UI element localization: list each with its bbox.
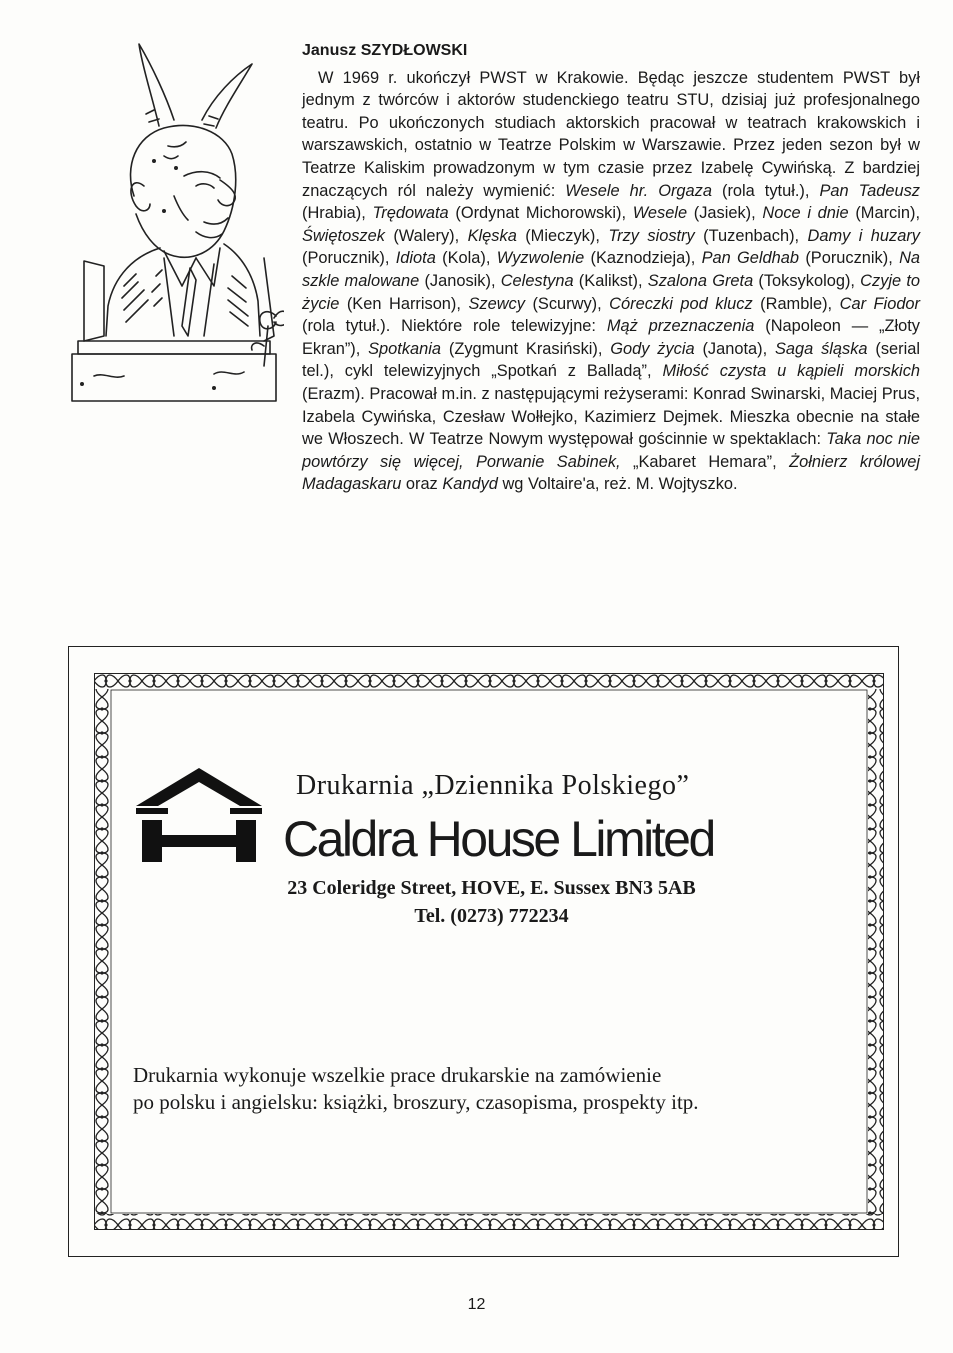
bio-text-segment: (Walery), [384, 226, 468, 245]
work-title: Saga śląska [774, 339, 868, 358]
work-title: Klęska [467, 226, 517, 245]
bio-text-segment: (rola tytuł.). Niektóre role telewizyjne: [302, 317, 607, 336]
bio-text-segment: (serial tel.), cykl telewizyjnych „Spotkań z Balladą”, [302, 339, 921, 381]
ad-title: Drukarnia „Dziennika Polskiego” [296, 770, 690, 801]
bio-text-segment: (rola tytuł.), [711, 181, 820, 200]
bio-text-segment: (Kola), [435, 249, 497, 268]
bio-text-segment: (Janota), [694, 339, 775, 358]
bio-text-segment: (Marcin), [848, 204, 920, 223]
work-title: Wyzwolenie [496, 249, 585, 268]
work-title: Wesele [632, 204, 688, 223]
caricature-illustration [64, 36, 284, 406]
work-title: Damy i huzary [807, 226, 920, 245]
work-title: Miłość czysta u kąpieli morskich [662, 362, 920, 381]
bio-text-segment: (Porucznik), [302, 249, 396, 268]
ad-address: 23 Coleridge Street, HOVE, E. Sussex BN3 5AB [287, 877, 696, 899]
bio-text-segment: (Kalikst), [573, 271, 648, 290]
work-title: Szewcy [468, 294, 525, 313]
bio-text-segment: (Toksykolog), [753, 271, 861, 290]
bio-text-segment: (Kaznodzieja), [584, 249, 702, 268]
ad-description-line: Drukarnia wykonuje wszelkie prace drukarskie na zamówienie [133, 1063, 662, 1087]
work-title: Świętoszek [302, 226, 385, 245]
work-title: Córeczki pod klucz [609, 294, 753, 313]
bio-text-segment: „Kabaret Hemara”, [620, 452, 790, 471]
work-title: Żołnierz królowej Madagaskaru [302, 452, 920, 494]
work-title: Taka noc nie powtórzy się więcej, Porwanie Sabinek, [302, 430, 920, 471]
work-title: Car Fiodor [839, 294, 921, 313]
actor-biography [302, 40, 920, 496]
biography-paragraph [302, 67, 920, 496]
bio-text-segment: (Ramble), [752, 294, 840, 313]
work-title: Kandyd [442, 475, 498, 494]
work-title: Idiota [395, 249, 436, 268]
page-number: 12 [467, 1296, 486, 1313]
bio-text-segment: (Tuzenbach), [694, 226, 808, 245]
bio-text-segment: (Jasiek), [687, 204, 763, 223]
work-title: Trędowata [372, 204, 449, 223]
bio-text-segment: W 1969 r. ukończył PWST w Krakowie. Będąc jeszcze studentem PWST był jednym z twórców i aktorów studenckiego teatru STU, dzisiaj już profesjonalnego teatru. Po ukończonych studiach aktorskich pracował w teatrach krakowskich i warszawskich, ostatnio w Teatrze Polskim w Warszawie. Przez jeden sezon był w Teatrze Kaliskim prowadzonym w tym czasie przez Izabelę Cywińską. Z bardziej znaczących ról należy wymienić: [302, 68, 920, 200]
bio-text-segment: (Napoleon — „Złoty Ekran”), [302, 317, 920, 358]
work-title: Pan Tadeusz [819, 181, 920, 200]
bio-text-segment: (Ken Harrison), [339, 294, 469, 313]
work-title: Na szkle malowane [302, 249, 921, 290]
actor-name: Janusz SZYDŁOWSKI [302, 42, 468, 59]
bio-text-segment: (Hrabia), [302, 204, 373, 223]
bio-text-segment: oraz [401, 475, 443, 494]
work-title: Szalona Greta [647, 271, 754, 290]
bio-text-segment: wg Voltaire'a, reż. M. Wojtyszko. [497, 475, 738, 494]
caldra-house-logo [136, 768, 262, 862]
work-title: Pan Geldhab [701, 249, 800, 268]
ornamental-border [94, 673, 884, 1230]
bio-text-segment: (Mieczyk), [516, 226, 609, 245]
work-title: Trzy siostry [608, 226, 695, 245]
work-title: Noce i dnie [762, 204, 849, 223]
work-title: Spotkania [368, 339, 442, 358]
work-title: Gody życia [610, 339, 695, 358]
bio-text-segment: (Ordynat Michorowski), [448, 204, 633, 223]
ad-company-name: Caldra House Limited [283, 811, 714, 867]
ad-description-line: po polsku i angielsku: książki, broszury, czasopisma, prospekty itp. [133, 1090, 699, 1114]
bio-text-segment: (Zygmunt Krasiński), [441, 339, 611, 358]
work-title: Wesele hr. Orgaza [565, 181, 712, 200]
bio-text-segment: (Porucznik), [799, 249, 900, 268]
bio-text-segment: (Scurwy), [524, 294, 610, 313]
work-title: Mąż przeznaczenia [606, 317, 755, 336]
ad-telephone: Tel. (0273) 772234 [414, 905, 569, 927]
work-title: Celestyna [500, 271, 574, 290]
bio-text-segment: (Janosik), [419, 271, 501, 290]
bio-text-segment: (Erazm). Pracował m.in. z następującymi reżyserami: Konrad Swinarski, Maciej Prus, Izabela Cywińska, Czesław Wołłejko, Kazimierz Dejmek. Mieszka obecnie na stałe we Włoszech. W Teatrze Nowym występował gościnnie w spektaklach: [302, 384, 920, 449]
work-title: Czyje to życie [302, 271, 921, 313]
